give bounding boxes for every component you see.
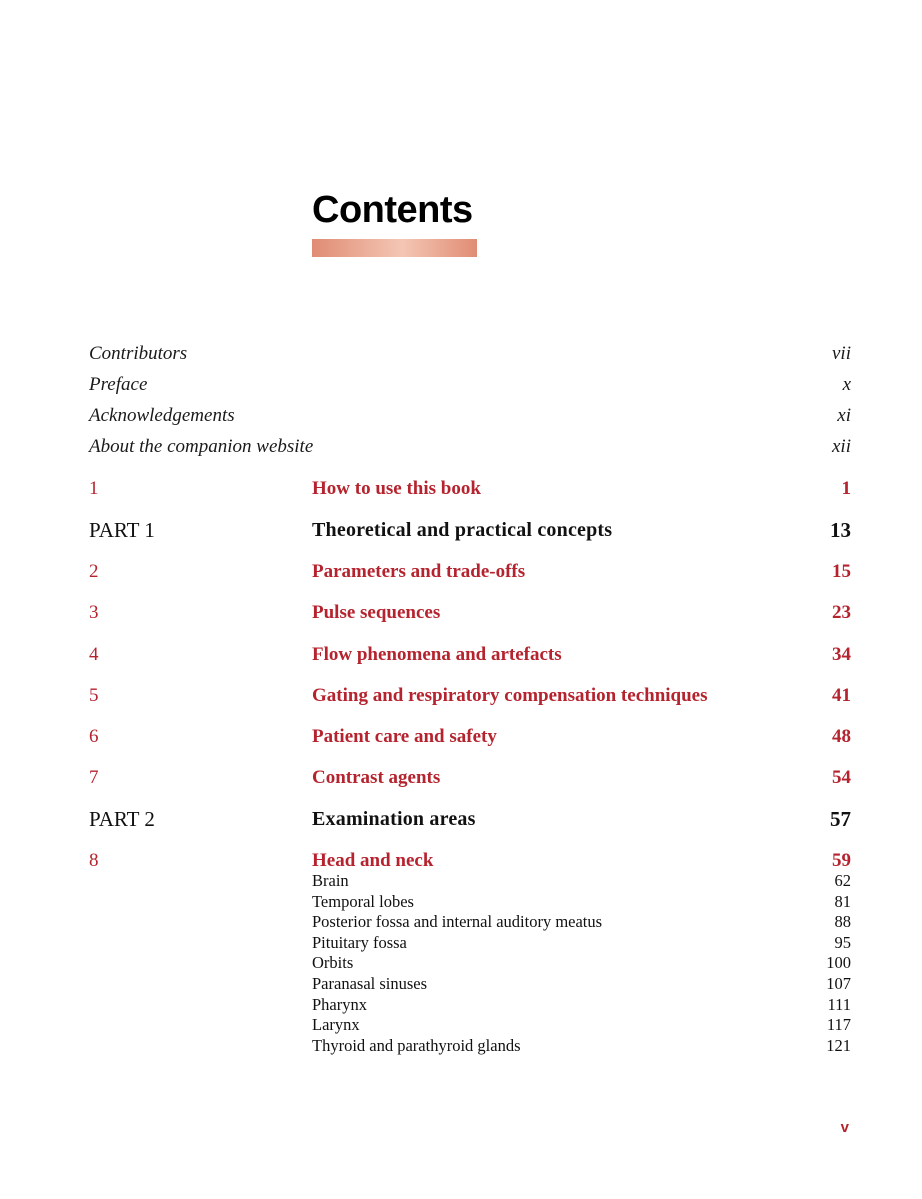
front-matter-item[interactable] xyxy=(89,371,851,399)
section-page: 62 xyxy=(834,871,851,890)
page-title: Contents xyxy=(312,189,473,231)
section-page: 117 xyxy=(826,1015,851,1035)
page-folio: v xyxy=(840,1119,849,1136)
front-matter-page: xii xyxy=(832,436,851,457)
section-entry[interactable] xyxy=(312,974,851,995)
section-page: 81 xyxy=(834,891,851,911)
section-entry[interactable] xyxy=(312,953,851,974)
front-matter-label: About the companion website xyxy=(89,436,314,457)
section-title: Thyroid and parathyroid glands xyxy=(312,1035,521,1055)
chapter-number: 7 xyxy=(89,767,99,788)
part-title: Theoretical and practical concepts xyxy=(312,519,613,541)
chapter-title: Head and neck xyxy=(312,850,434,871)
chapter-number: 5 xyxy=(89,685,99,706)
section-entry[interactable] xyxy=(312,892,851,913)
chapter-number: 1 xyxy=(89,478,99,499)
section-title: Larynx xyxy=(312,1015,360,1035)
front-matter-page: x xyxy=(842,374,851,395)
section-page: 95 xyxy=(834,932,851,952)
chapter-page: 23 xyxy=(832,602,851,623)
toc-chapter-entry[interactable] xyxy=(89,722,851,752)
toc-chapter-entry[interactable] xyxy=(89,640,851,670)
section-entry[interactable] xyxy=(312,871,851,892)
section-page: 100 xyxy=(826,953,851,973)
section-title: Brain xyxy=(312,871,349,890)
chapter-title: Gating and respiratory compensation techniques xyxy=(312,685,708,706)
section-entry[interactable] xyxy=(312,995,851,1016)
chapter-title: Pulse sequences xyxy=(312,602,441,623)
toc-chapter-entry[interactable] xyxy=(89,763,851,793)
toc-chapter-entry[interactable] xyxy=(89,474,851,504)
section-page: 88 xyxy=(834,912,851,932)
part-number: PART 1 xyxy=(89,518,155,542)
part-title: Examination areas xyxy=(312,808,476,830)
chapter-page: 1 xyxy=(841,478,851,499)
chapter-number: 4 xyxy=(89,644,99,665)
chapter-page: 48 xyxy=(832,726,851,747)
chapter-page: 59 xyxy=(832,850,851,871)
front-matter-label: Acknowledgements xyxy=(89,405,235,426)
front-matter-label: Contributors xyxy=(89,343,188,364)
chapter-title: Parameters and trade-offs xyxy=(312,561,526,582)
toc-chapter-entry[interactable] xyxy=(89,681,851,711)
section-title: Pituitary fossa xyxy=(312,932,407,952)
chapter-page: 54 xyxy=(832,767,851,788)
part-page: 57 xyxy=(830,807,851,831)
section-title: Posterior fossa and internal auditory meatus xyxy=(312,912,603,932)
section-entry[interactable] xyxy=(312,1015,851,1036)
chapter-page: 34 xyxy=(832,644,851,665)
chapter-number: 6 xyxy=(89,726,99,747)
front-matter-page: xi xyxy=(837,405,851,426)
toc-part-entry[interactable] xyxy=(89,515,851,545)
section-title: Orbits xyxy=(312,953,354,973)
chapter-page: 41 xyxy=(832,685,851,706)
front-matter-item[interactable] xyxy=(89,340,851,368)
front-matter-label: Preface xyxy=(89,374,148,395)
part-page: 13 xyxy=(830,518,851,542)
section-entry[interactable] xyxy=(312,933,851,954)
chapter-number: 8 xyxy=(89,850,99,871)
section-entry[interactable] xyxy=(312,1036,851,1057)
front-matter-item[interactable] xyxy=(89,433,851,461)
section-page: 121 xyxy=(826,1035,851,1055)
section-list xyxy=(312,871,851,1056)
section-title: Paranasal sinuses xyxy=(312,973,428,993)
toc-chapter-entry[interactable] xyxy=(89,557,851,587)
part-number: PART 2 xyxy=(89,807,155,831)
front-matter-item[interactable] xyxy=(89,402,851,430)
chapter-number: 2 xyxy=(89,561,99,582)
section-page: 111 xyxy=(827,994,851,1014)
title-underline-bar xyxy=(312,239,477,257)
chapter-page: 15 xyxy=(832,561,851,582)
chapter-title: Patient care and safety xyxy=(312,726,497,747)
section-title: Pharynx xyxy=(312,994,367,1014)
chapter-title: How to use this book xyxy=(312,478,481,499)
chapter-number: 3 xyxy=(89,602,99,623)
chapter-title: Flow phenomena and artefacts xyxy=(312,644,562,665)
section-entry[interactable] xyxy=(312,912,851,933)
chapter-title: Contrast agents xyxy=(312,767,441,788)
front-matter-page: vii xyxy=(832,343,851,364)
section-page: 107 xyxy=(826,973,851,993)
toc-part-entry[interactable] xyxy=(89,804,851,834)
toc-chapter-entry[interactable] xyxy=(89,598,851,628)
section-title: Temporal lobes xyxy=(312,891,414,911)
